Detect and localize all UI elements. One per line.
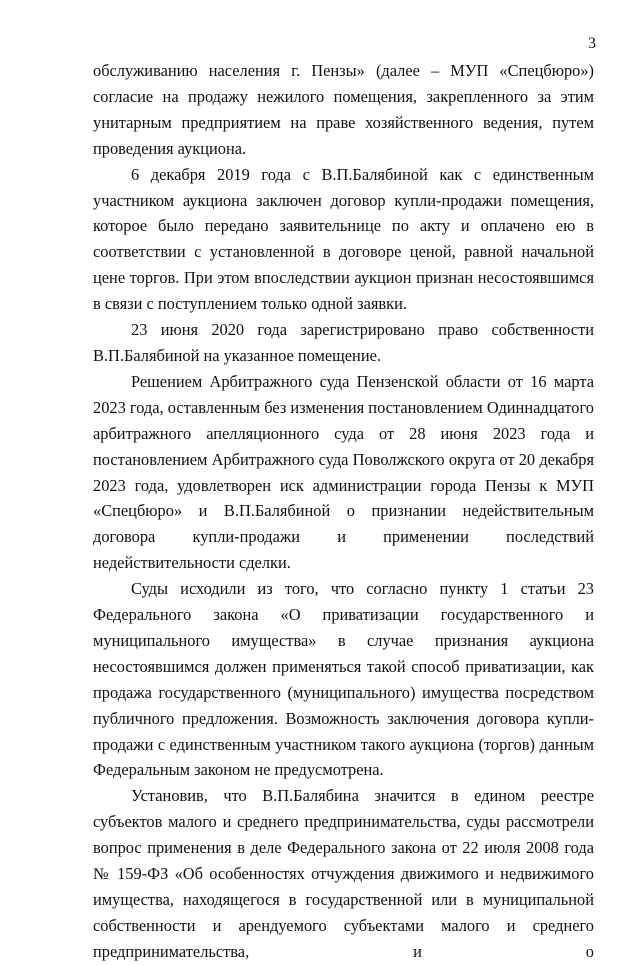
paragraph-continuation: обслуживанию населения г. Пензы» (далее – МУП «Спецбюро») согласие на продажу нежилого помещения, закрепленного за этим унитарным предприятием на праве хозяйственного ведения, путем проведения аукциона.: [93, 61, 594, 158]
page-number: 3: [588, 35, 596, 52]
paragraph-court-decision: Решением Арбитражного суда Пензенской области от 16 марта 2023 года, оставленным без изменения постановлением Одиннадцатого арбитражного апелляционного суда от 28 июня 2023 года и постановлением Арбитражного суда Поволжского округа от 20 декабря 2023 года, удовлетворен иск администрации города Пензы к МУП «Спецбюро» и В.П.Балябиной о признании недействительным договора купли-продажи и применении последствий недействительности сделки.: [93, 371, 594, 573]
document-body: [93, 58, 594, 965]
paragraph-auction-contract: 6 декабря 2019 года с В.П.Балябиной как с единственным участником аукциона заключен договор купли-продажи помещения, которое было передано заявительнице по акту и оплачено ею в соответствии с установленной в договоре ценой, равной начальной цене торгов. При этом впоследствии аукцион признан несостоявшимся в связи с поступлением только одной заявки.: [93, 164, 594, 314]
paragraph-court-reasoning: Суды исходили из того, что согласно пункту 1 статьи 23 Федерального закона «О приватизации государственного и муниципального имущества» в случае признания аукциона несостоявшимся должен применяться такой способ приватизации, как продажа государственного (муниципального) имущества посредством публичного предложения. Возможность заключения договора купли-продажи с единственным участником такого аукциона (торгов) данным Федеральным законом не предусмотрена.: [93, 579, 594, 780]
paragraph-ownership-registration: 23 июня 2020 года зарегистрировано право собственности В.П.Балябиной на указанное помещение.: [93, 320, 594, 365]
paragraph-small-business-law: Установив, что В.П.Балябина значится в едином реестре субъектов малого и среднего предпринимательства, суды рассмотрели вопрос применения в деле Федерального закона от 22 июля 2008 года № 159-ФЗ «Об особенностях отчуждения движимого и недвижимого имущества, находящегося в государственной или в муниципальной собственности и арендуемого субъектами малого и среднего предпринимательства, и о: [93, 786, 594, 961]
